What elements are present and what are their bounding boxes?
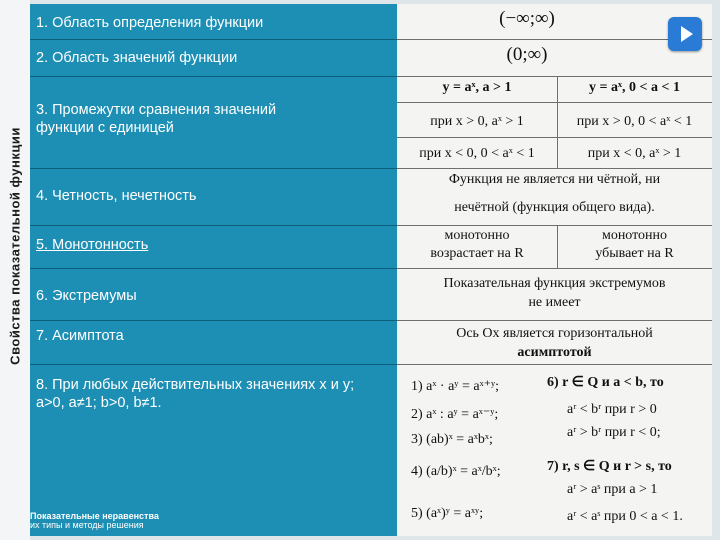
label-extrema: 6. Экстремумы xyxy=(36,288,137,304)
head-a-less-1: y = aˣ, 0 < a < 1 xyxy=(589,80,680,95)
label-monotonicity: 5. Монотонность xyxy=(36,237,149,253)
identity-1: 1) aˣ · aʸ = aˣ⁺ʸ; xyxy=(411,379,500,394)
right-interval-2: при x < 0, aˣ > 1 xyxy=(587,146,682,161)
head-a-greater-1: y = aˣ, a > 1 xyxy=(442,80,512,95)
left-interval-1: при x > 0, aˣ > 1 xyxy=(430,114,524,129)
value-domain: (−∞;∞) xyxy=(499,8,555,29)
label-domain: 1. Область определения функции xyxy=(36,15,264,31)
play-button[interactable] xyxy=(668,17,702,51)
rule-7-head: 7) r, s ∈ Q и r > s, то xyxy=(547,459,672,474)
mono-right-1: монотонно xyxy=(601,228,668,243)
rule-7-gt: aʳ > aˢ при a > 1 xyxy=(567,482,658,497)
sidebar xyxy=(0,0,30,540)
label-comparison: 3. Промежутки сравнения значений функции с единицей xyxy=(36,102,277,136)
footer-link-subtitle[interactable]: их типы и методы решения xyxy=(30,520,144,530)
rule-6-pos: aʳ < bʳ при r > 0 xyxy=(567,402,657,417)
parity-line-2: нечётной (функция общего вида). xyxy=(454,200,655,215)
left-interval-2: при x < 0, 0 < aˣ < 1 xyxy=(419,146,535,161)
mono-left-2: возрастает на R xyxy=(430,246,524,261)
label-parity: 4. Четность, нечетность xyxy=(36,188,197,204)
mono-right-2: убывает на R xyxy=(595,246,674,261)
value-range: (0;∞) xyxy=(506,44,548,65)
right-interval-1: при x > 0, 0 < aˣ < 1 xyxy=(576,114,693,129)
extrema-line-2: не имеет xyxy=(528,295,581,310)
label-range: 2. Область значений функции xyxy=(36,50,238,66)
parity-line-1: Функция не является ни чётной, ни xyxy=(448,172,661,187)
identity-2: 2) aˣ : aʸ = aˣ⁻ʸ; xyxy=(411,407,499,422)
rule-7-lt: aʳ < aˢ при 0 < a < 1. xyxy=(567,509,683,524)
labels-column xyxy=(30,4,397,536)
mono-left-1: монотонно xyxy=(444,228,510,243)
sidebar-title: Свойства показательной функции xyxy=(7,127,23,365)
identity-5: 5) (aˣ)ʸ = aˣʸ; xyxy=(411,506,484,521)
label-asymptote: 7. Асимптота xyxy=(36,328,124,344)
values-column xyxy=(397,4,712,536)
footer-link-title[interactable]: Показательные неравенства xyxy=(30,511,159,521)
asymptote-line-2: асимптотой xyxy=(517,345,592,360)
identity-4: 4) (a/b)ˣ = aˣ/bˣ; xyxy=(411,464,501,479)
label-identities: 8. При любых действительных значениях x и y; a>0, a≠1; b>0, b≠1. xyxy=(36,377,355,411)
rule-6-head: 6) r ∈ Q и a < b, то xyxy=(547,375,664,390)
rule-6-neg: aʳ > bʳ при r < 0; xyxy=(567,425,661,440)
identity-3: 3) (ab)ˣ = aˣbˣ; xyxy=(411,432,493,447)
asymptote-line-1: Ось Ox является горизонтальной xyxy=(456,326,653,341)
extrema-line-1: Показательная функция экстремумов xyxy=(443,276,666,291)
